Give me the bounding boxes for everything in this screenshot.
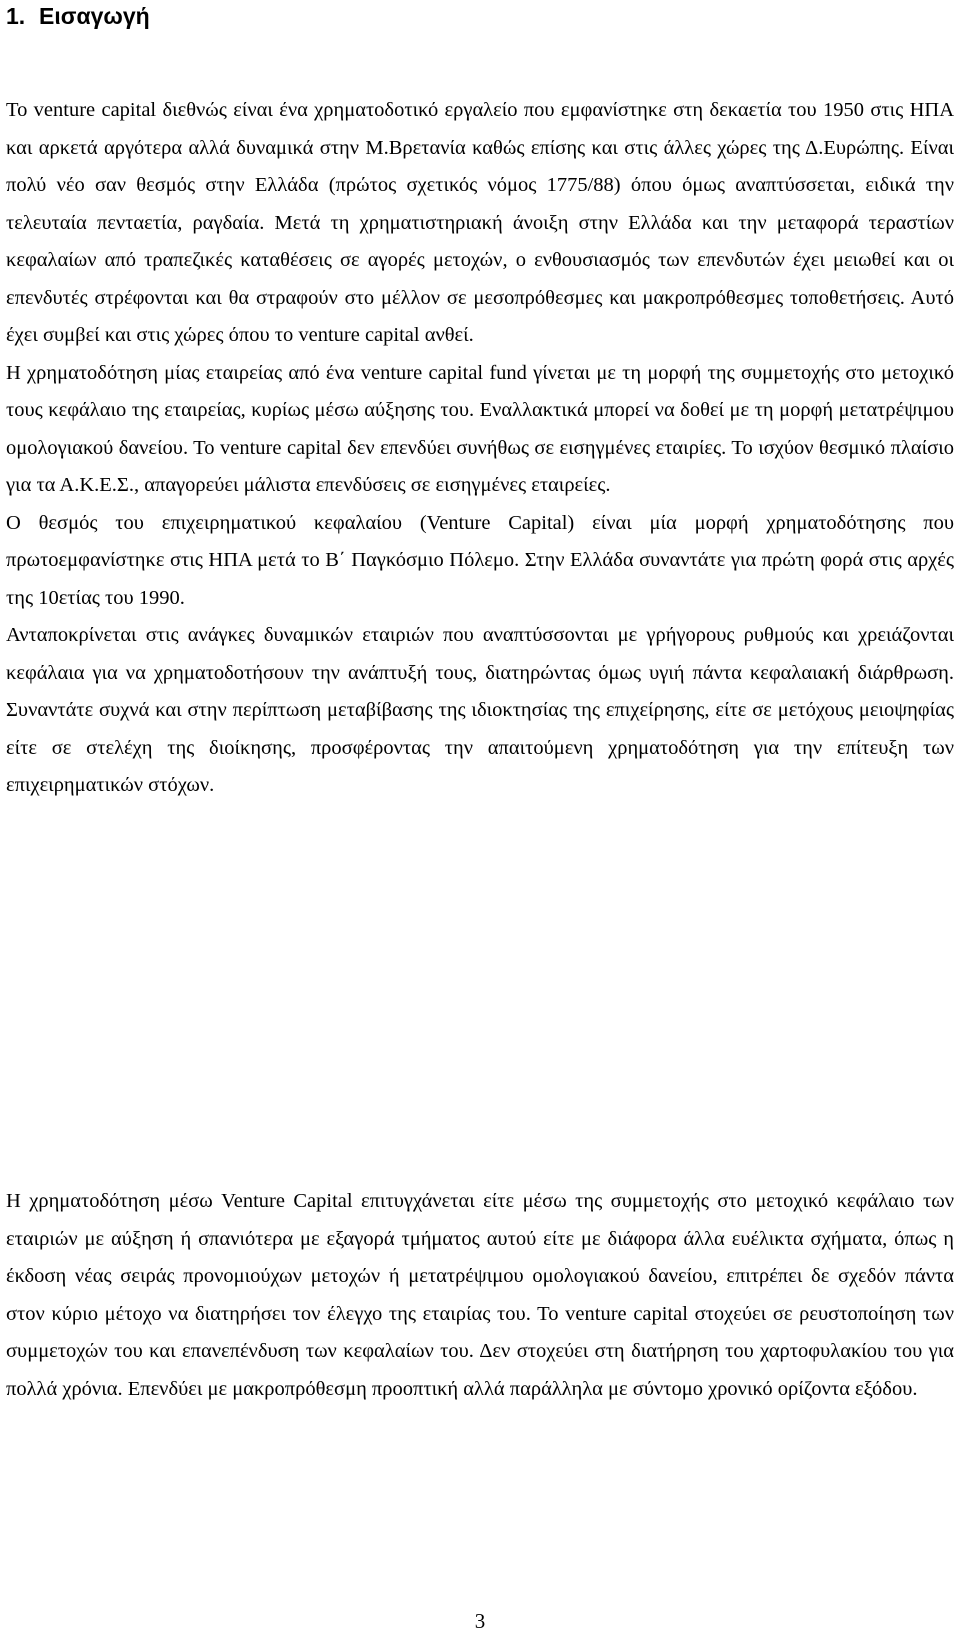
- paragraph-institution: Ο θεσμός του επιχειρηματικού κεφαλαίου (Venture Capital) είναι μία μορφή χρηματοδότησης που πρωτοεμφανίστηκε στις ΗΠΑ μετά το Β΄ Παγκόσμιο Πόλεμο. Στην Ελλάδα συναντάτε για πρώτη φορά στις αρχές της 10ετίας του 1990.: [6, 511, 954, 609]
- body-text-top: [6, 92, 954, 805]
- paragraph-financing-form: Η χρηματοδότηση μίας εταιρείας από ένα venture capital fund γίνεται με τη μορφή της συμμετοχής στο μετοχικό τους κεφάλαιο της εταιρείας, κυρίως μέσω αύξησης του. Εναλλακτικά μπορεί να δοθεί με τη μορφή μετατρέψιμου ομολογιακού δανείου. Το venture capital δεν επενδύει συνήθως σε εισηγμένες εταιρίες. Το ισχύον θεσμικό πλαίσιο για τα Α.Κ.Ε.Σ., απαγορεύει μάλιστα επενδύσεις σε εισηγμένες εταιρείες.: [6, 361, 954, 496]
- paragraph-intro: Το venture capital διεθνώς είναι ένα χρηματοδοτικό εργαλείο που εμφανίστηκε στη δεκαετία του 1950 στις ΗΠΑ και αρκετά αργότερα αλλά δυναμικά στην Μ.Βρετανία καθώς επίσης και στις άλλες χώρες της Δ.Ευρώπης. Είναι πολύ νέο σαν θεσμός στην Ελλάδα (πρώτος σχετικός νόμος 1775/88) όπου όμως αναπτύσσεται, ειδικά την τελευταία πενταετία, ραγδαία. Μετά τη χρηματιστηριακή άνοιξη στην Ελλάδα και την μεταφορά τεραστίων κεφαλαίων από τραπεζικές καταθέσεις σε αγορές μετοχών, ο ενθουσιασμός των επενδυτών έχει μειωθεί και οι επενδυτές στρέφονται και θα στραφούν στο μέλλον σε μεσοπρόθεσμες και μακροπρόθεσμες τοποθετήσεις. Αυτό έχει συμβεί και στις χώρες όπου το venture capital ανθεί.: [6, 99, 954, 346]
- body-text-bottom: [6, 1183, 954, 1408]
- section-title: Εισαγωγή: [39, 3, 150, 29]
- section-number: 1.: [6, 3, 26, 29]
- section-heading: [6, 2, 150, 30]
- page-number: 3: [474, 1609, 486, 1633]
- paragraph-financing-methods: Η χρηματοδότηση μέσω Venture Capital επιτυγχάνεται είτε μέσω της συμμετοχής στο μετοχικό κεφάλαιο των εταιριών με αύξηση ή σπανιότερα με εξαγορά τμήματος αυτού είτε με διάφορα άλλα ευέλικτα σχήματα, όπως η έκδοση νέας σειράς προνομιούχων μετοχών ή μετατρέψιμου ομολογιακού δανείου, επιτρέπει δε σχεδόν πάντα στον κύριο μέτοχο να διατηρήσει τον έλεγχο της εταιρίας του. Το venture capital στοχεύει σε ρευστοποίηση των συμμετοχών του και επανεπένδυση των κεφαλαίων του. Δεν στοχεύει στη διατήρηση του χαρτοφυλακίου του για πολλά χρόνια. Επενδύει με μακροπρόθεσμη προοπτική αλλά παράλληλα με σύντομο χρονικό ορίζοντα εξόδου.: [6, 1190, 954, 1400]
- paragraph-needs: Ανταποκρίνεται στις ανάγκες δυναμικών εταιριών που αναπτύσσονται με γρήγορους ρυθμούς και χρειάζονται κεφάλαια για να χρηματοδοτήσουν την ανάπτυξή τους, διατηρώντας όμως υγιή πάντα κεφαλαιακή διάρθρωση. Συναντάτε συχνά και στην περίπτωση μεταβίβασης της ιδιοκτησίας της επιχείρησης, είτε σε μετόχους μειοψηφίας είτε σε στελέχη της διοίκησης, προσφέροντας την απαιτούμενη χρηματοδότηση για την επίτευξη των επιχειρηματικών στόχων.: [6, 624, 954, 796]
